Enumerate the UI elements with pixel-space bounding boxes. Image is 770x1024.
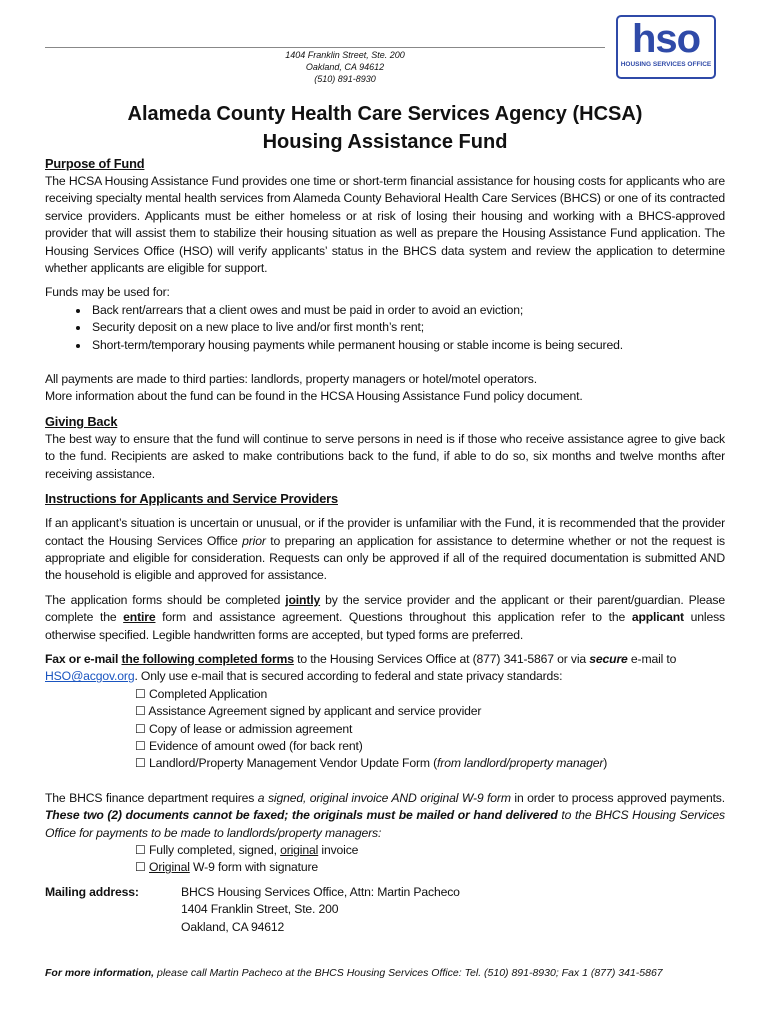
originals-checklist xyxy=(45,842,725,877)
text: unless otherwise specified. Legible handwritten forms are accepted, but typed forms are preferred. xyxy=(45,610,726,642)
document-body xyxy=(45,155,725,936)
text: to the BHCS Housing Services Office for payments to be made to landlords/property managers: xyxy=(45,808,726,840)
list-item: • Back rent/arrears that a client owes and must be paid in order to avoid an eviction; xyxy=(90,302,725,319)
text: in order to process approved payments. xyxy=(510,790,725,805)
text: original xyxy=(280,843,319,857)
mailing-address xyxy=(45,884,725,936)
instructions-p2 xyxy=(45,592,725,644)
list-item: • Short-term/temporary housing payments while permanent housing or stable income is being secured. xyxy=(90,337,725,354)
address-line: Oakland, CA 94612 xyxy=(181,919,285,934)
checklist-item: ☐ Assistance Agreement signed by applicant and service provider xyxy=(135,703,725,720)
policy-text: More information about the fund can be found in the HCSA Housing Assistance Fund policy document. xyxy=(45,389,583,404)
text: invoice xyxy=(318,843,359,857)
text: prior xyxy=(242,533,266,548)
purpose-heading: Purpose of Fund xyxy=(45,156,145,171)
text: to the Housing Services Office at (877) 341-5867 or via xyxy=(293,651,590,666)
text: Fax or e-mail xyxy=(45,651,122,666)
email-link[interactable]: HSO@acgov.org xyxy=(45,669,135,684)
text: These two (2) documents cannot be faxed; the originals must be mailed or hand delivered xyxy=(45,808,558,823)
page-title xyxy=(0,100,770,156)
text: . Only use e-mail that is secured according to federal and state privacy standards: xyxy=(134,669,563,684)
text: form and assistance agreement. Questions throughout this application refer to the xyxy=(155,610,632,625)
checklist-item xyxy=(135,842,725,859)
address-line: 1404 Franklin Street, Ste. 200 xyxy=(181,902,339,917)
checklist-item xyxy=(135,859,725,876)
text: Landlord/Property Management Vendor Update Form ( xyxy=(149,756,438,771)
giving-back-heading: Giving Back xyxy=(45,413,118,429)
checklist-item: ☐ Completed Application xyxy=(135,686,725,703)
funds-intro: Funds may be used for: xyxy=(45,285,170,300)
checklist-item xyxy=(135,755,725,772)
giving-back-text: The best way to ensure that the fund will continue to serve persons in need is if those who receive assistance agree to give back to the fund. Recipients are asked to make contributions back to the fund, if able to do so, six months and twelve months after receiving assistance. xyxy=(45,431,725,481)
address-line: Oakland, CA 94612 xyxy=(305,62,385,72)
instructions-heading: Instructions for Applicants and Service Providers xyxy=(45,491,338,507)
text: applicant xyxy=(631,610,684,625)
checklist-item: ☐ Copy of lease or admission agreement xyxy=(135,721,725,738)
checklist-item: ☐ Evidence of amount owed (for back rent) xyxy=(135,738,725,755)
text: jointly xyxy=(285,592,321,607)
text: the following completed forms xyxy=(121,651,294,666)
logo-text: hso xyxy=(631,17,701,61)
title-line: Alameda County Health Care Services Agency (HCSA) xyxy=(127,103,643,125)
text: If an applicant’s situation is uncertain or unusual, or if the provider is unfamiliar with the Fund, it is recommended that the provider contact the Housing Services Office xyxy=(45,516,725,548)
logo-subtitle: HOUSING SERVICES OFFICE xyxy=(620,61,712,68)
header-address xyxy=(245,49,445,85)
text: by the service provider and the applicant or their parent/guardian. Please complete the xyxy=(45,592,725,625)
address-line: BHCS Housing Services Office, Attn: Martin Pacheco xyxy=(181,884,460,899)
address-line: 1404 Franklin Street, Ste. 200 xyxy=(285,50,405,60)
finance-paragraph xyxy=(45,790,725,842)
text: ) xyxy=(603,756,608,771)
text: For more information, xyxy=(45,967,155,979)
text: secure xyxy=(589,651,628,666)
text: The BHCS finance department requires xyxy=(45,790,258,805)
footer-note xyxy=(45,967,663,979)
purpose-text: The HCSA Housing Assistance Fund provides one time or short-term financial assistance for housing costs for applicants who are receiving specialty mental health services from Alameda County Behavioral Health Care Services (BHCS) or one of its contracted service providers. Applicants must be either homeless or at risk of losing their housing and working with a BHCS-approved provider that will assist them to stabilize their housing situation as well as prepare the Housing Assistance Fund application. The Housing Services Office (HSO) will verify applicants’ status in the BHCS data system and review the application to determine whether applicants are eligible for support. xyxy=(45,174,725,276)
mailing-label: Mailing address: xyxy=(45,884,139,899)
hso-logo xyxy=(616,15,716,79)
payments-text: All payments are made to third parties: landlords, property managers or hotel/motel operators. xyxy=(45,372,537,387)
instructions-p3 xyxy=(45,651,725,686)
text: W-9 form with signature xyxy=(189,860,319,875)
text: e-mail to xyxy=(627,651,677,666)
text: entire xyxy=(123,610,156,625)
text: please call Martin Pacheco at the BHCS Housing Services Office: Tel. (510) 891-8930; Fax 1 (877) 341-5867 xyxy=(154,967,663,979)
header-rule xyxy=(45,47,605,48)
uses-list xyxy=(45,302,725,354)
text: from landlord/property manager xyxy=(437,756,604,771)
text: Fully completed, signed, xyxy=(149,843,281,857)
title-line: Housing Assistance Fund xyxy=(262,131,508,153)
text: to preparing an application for assistance to determine whether or not the request is appropriate and eligible for consideration. Requests can only be approved if all of the required documentation is submitted AND the household is eligible and approved for assistance. xyxy=(45,533,726,583)
required-forms-checklist xyxy=(45,686,725,773)
instructions-p1 xyxy=(45,515,725,585)
list-item: • Security deposit on a new place to live and/or first month’s rent; xyxy=(90,319,725,336)
text: a signed, original invoice AND original W-9 form xyxy=(257,790,511,805)
text: Original xyxy=(149,860,190,875)
text: The application forms should be completed xyxy=(45,592,286,607)
address-line: (510) 891-8930 xyxy=(314,74,376,84)
